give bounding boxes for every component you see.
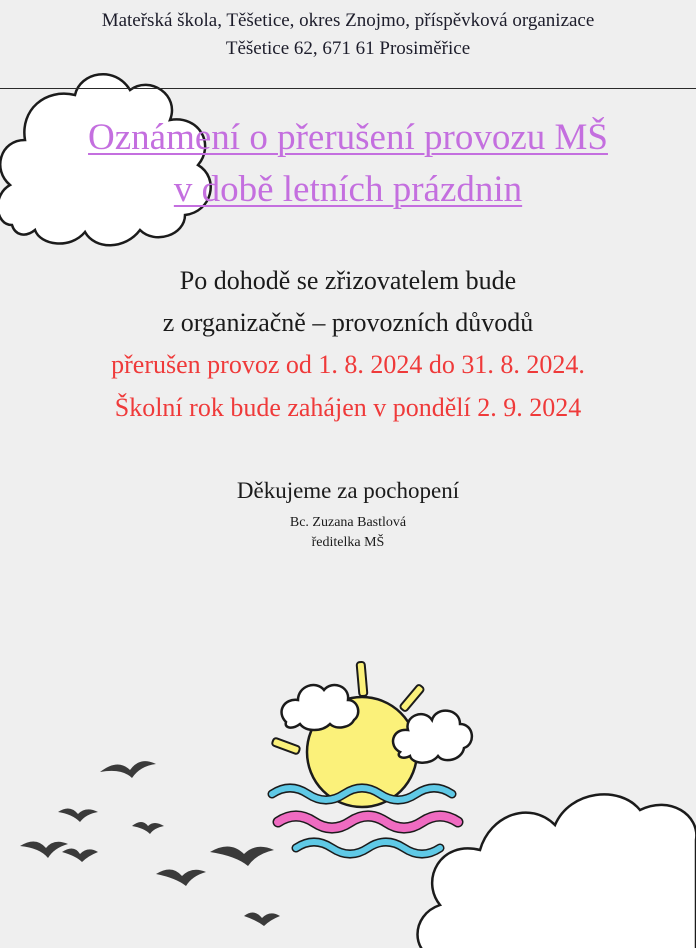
announcement-title-line1: Oznámení o přerušení provozu MŠ: [88, 117, 608, 158]
school-name: Mateřská škola, Těšetice, okres Znojmo, příspěvková organizace: [101, 10, 595, 31]
school-address: Těšetice 62, 671 61 Prosiměřice: [225, 38, 471, 59]
body-line-1: Po dohodě se zřizovatelem bude: [179, 266, 517, 295]
cloud-top-left-icon: [0, 74, 211, 245]
school-year-start: Školní rok bude zahájen v pondělí 2. 9. 2024: [114, 393, 582, 422]
body-line-2: z organizačně – provozních důvodů: [162, 308, 534, 337]
announcement-title-line2: v době letních prázdnin: [173, 169, 523, 210]
signatory-name: Bc. Zuzana Bastlová: [289, 515, 407, 530]
header-divider: [0, 88, 696, 89]
birds-icon: [20, 761, 280, 926]
signatory-role: ředitelka MŠ: [311, 535, 385, 550]
thanks-text: Děkujeme za pochopení: [236, 478, 460, 503]
closure-dates: přerušen provoz od 1. 8. 2024 do 31. 8. 2024.: [111, 350, 585, 379]
cloud-small-left-icon: [282, 685, 359, 730]
